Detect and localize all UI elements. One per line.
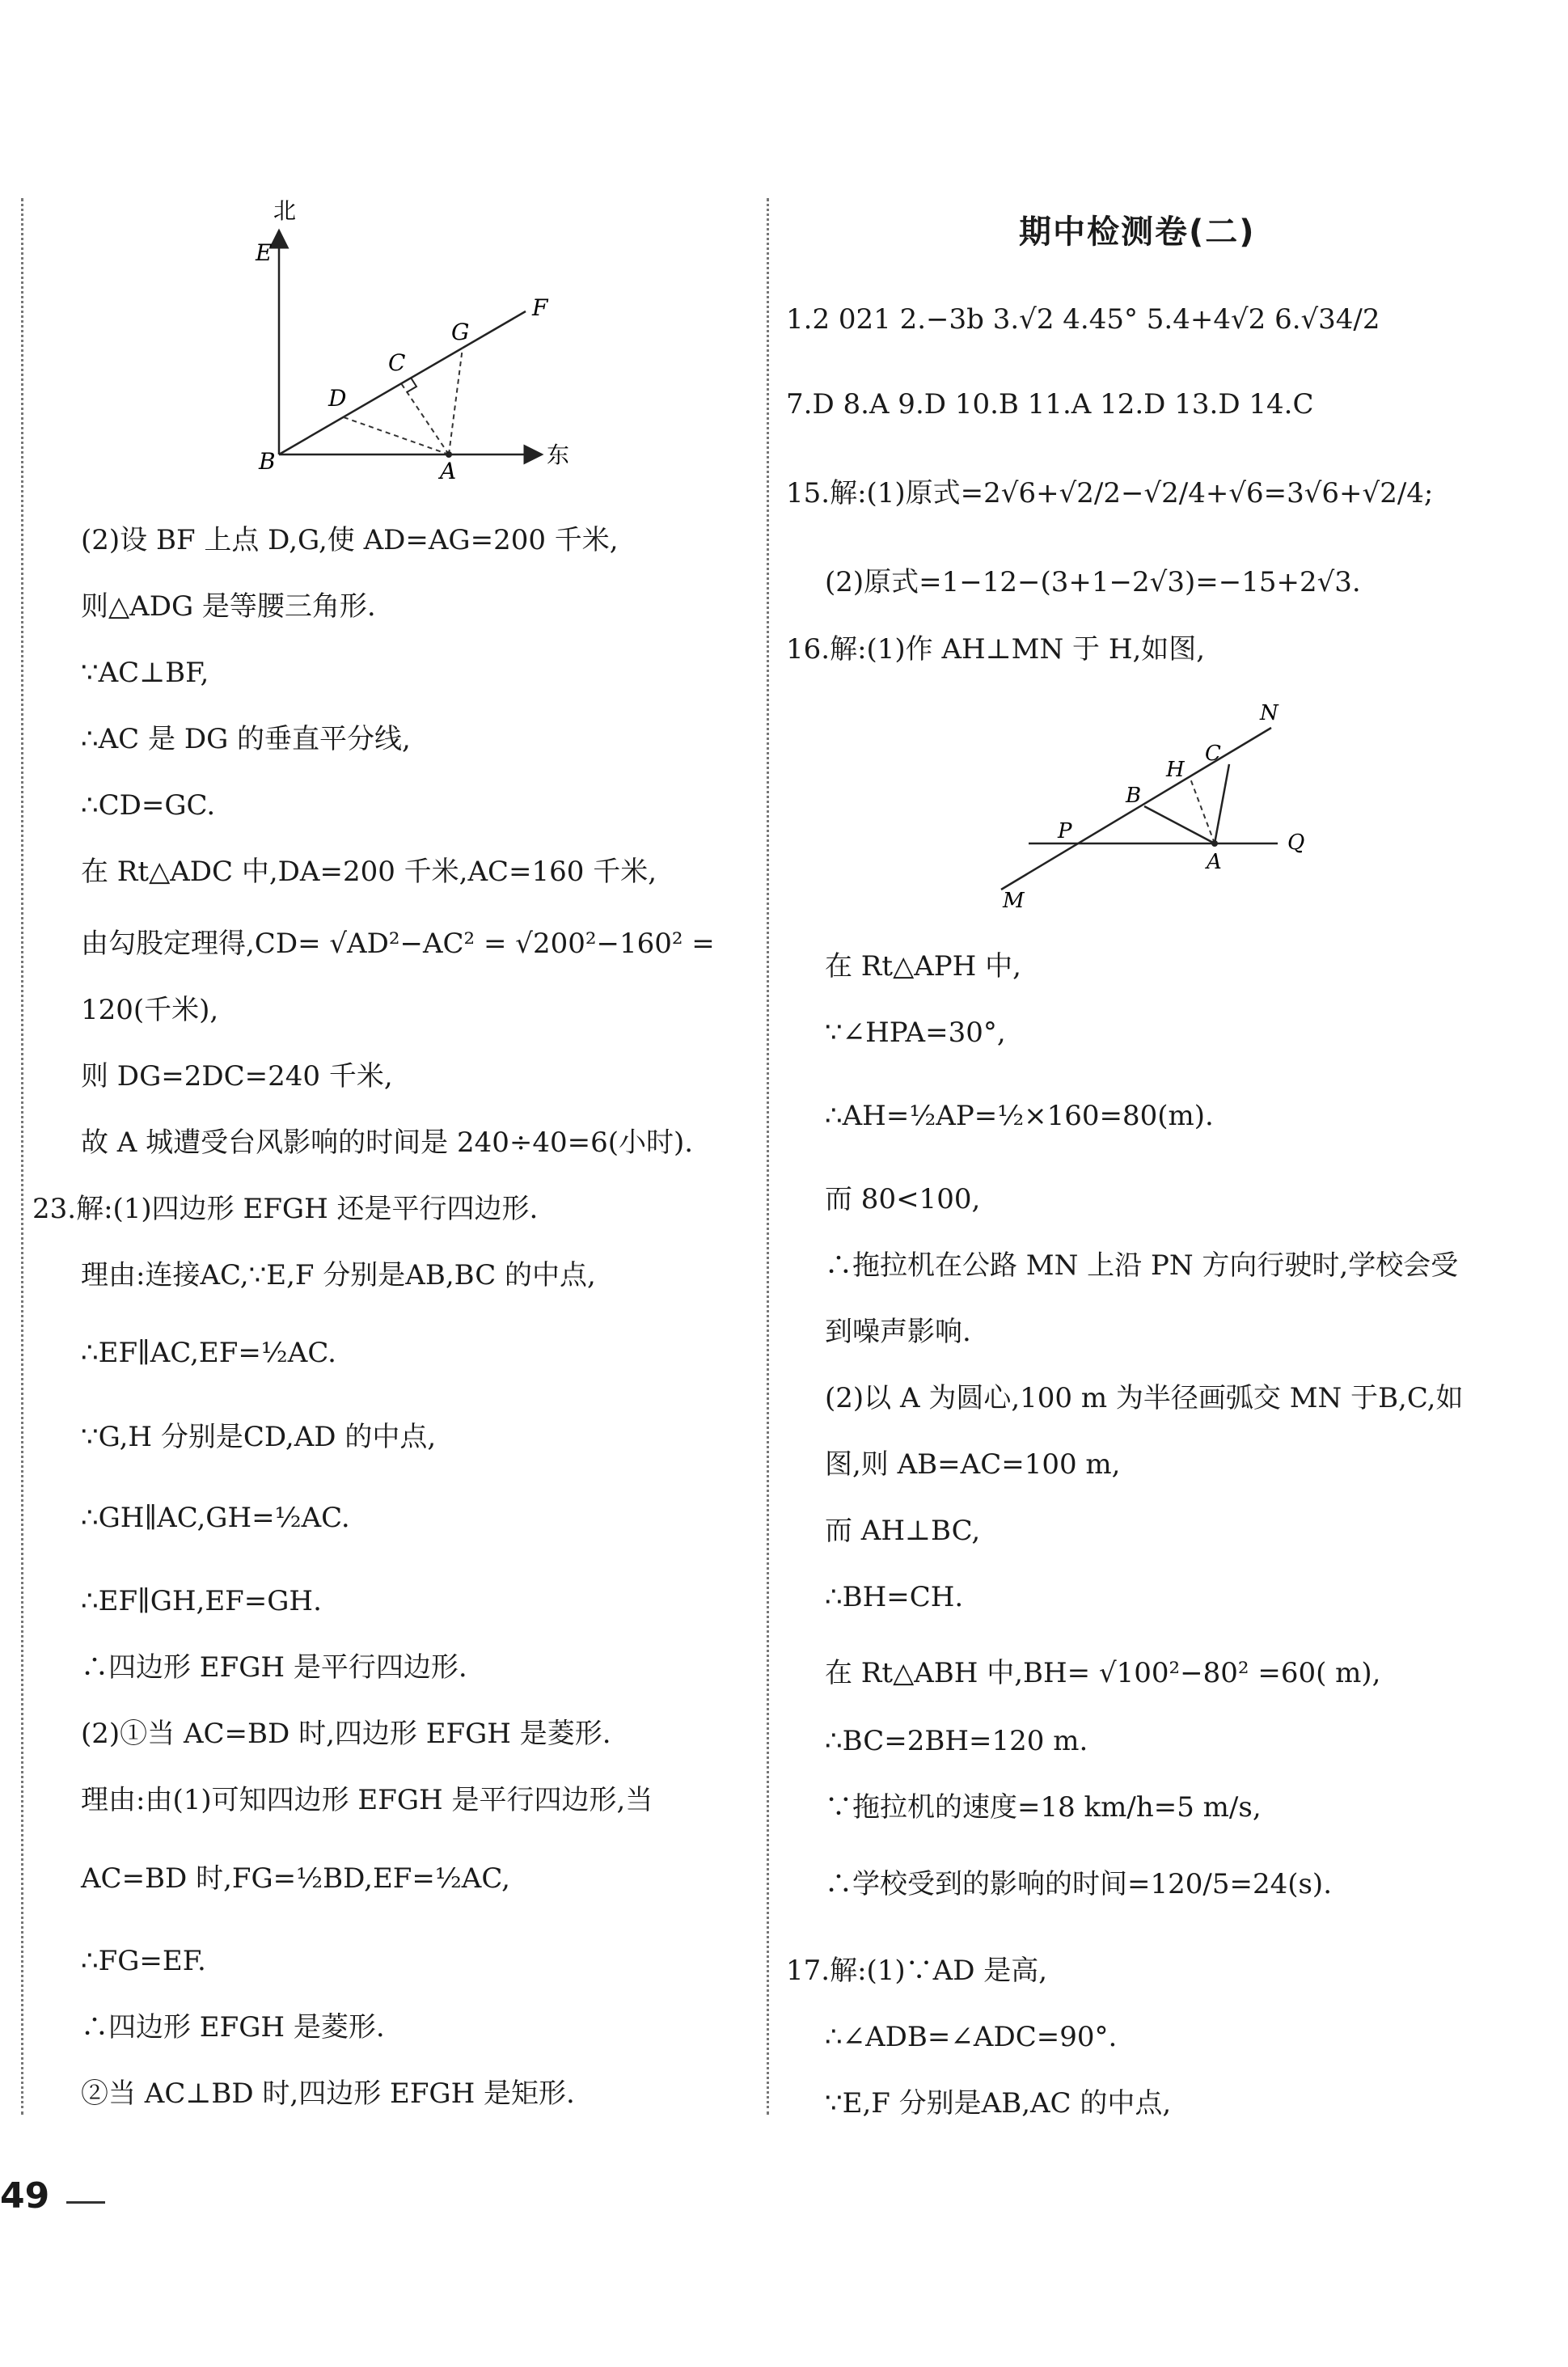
right-line-18: 17.解:(1)∵AD 是高, <box>786 1955 1048 1987</box>
page-number: 49 <box>0 2175 50 2217</box>
right-line-14: 在 Rt△ABH 中,BH= √100²−80² =60( m), <box>825 1657 1381 1689</box>
label-a: A <box>440 458 457 484</box>
label-q: Q <box>1287 831 1305 855</box>
label-e: E <box>256 239 273 266</box>
segment-ag <box>449 348 463 454</box>
right-line-5: ∵∠HPA=30°, <box>825 1017 1006 1049</box>
segment-ac <box>401 383 449 454</box>
line-mn <box>1001 728 1271 890</box>
right-line-10: (2)以 A 为圆心,100 m 为半径画弧交 MN 于B,C,如 <box>825 1382 1464 1414</box>
right-line-9: 到噪声影响. <box>825 1316 971 1348</box>
left-line-2: 则△ADG 是等腰三角形. <box>81 590 376 623</box>
label-east: 东 <box>547 442 570 468</box>
label-a: A <box>1207 850 1222 874</box>
left-line-17: ∴四边形 EFGH 是平行四边形. <box>81 1651 467 1684</box>
left-line-18: (2)①当 AC=BD 时,四边形 EFGH 是菱形. <box>81 1718 611 1750</box>
left-line-9: 则 DG=2DC=240 千米, <box>81 1060 393 1093</box>
left-line-8: 120(千米), <box>81 994 219 1026</box>
label-n: N <box>1260 701 1278 725</box>
left-margin-divider <box>21 198 23 2115</box>
right-line-7: 而 80<100, <box>825 1183 981 1215</box>
left-line-5: ∴CD=GC. <box>81 789 216 822</box>
right-geometry-figure <box>987 695 1326 914</box>
right-line-1: 15.解:(1)原式=2√6+√2/2−√2/4+√6=3√6+√2/4; <box>786 477 1434 509</box>
section-title: 期中检测卷(二) <box>1019 213 1256 251</box>
label-b: B <box>1126 784 1142 808</box>
label-b: B <box>259 448 276 475</box>
label-m: M <box>1003 889 1025 913</box>
segment-ad <box>344 417 449 454</box>
right-line-6: ∴AH=½AP=½×160=80(m). <box>825 1100 1214 1132</box>
right-line-17: ∴学校受到的影响的时间=120/5=24(s). <box>825 1868 1333 1900</box>
segment-ah <box>1190 779 1215 843</box>
left-line-23: ②当 AC⊥BD 时,四边形 EFGH 是矩形. <box>81 2077 575 2110</box>
label-c: C <box>1205 742 1221 766</box>
left-line-22: ∴四边形 EFGH 是菱形. <box>81 2011 385 2044</box>
label-f: F <box>532 294 548 321</box>
label-h: H <box>1166 758 1185 782</box>
left-line-4: ∴AC 是 DG 的垂直平分线, <box>81 723 411 755</box>
left-line-6: 在 Rt△ADC 中,DA=200 千米,AC=160 千米, <box>81 856 657 888</box>
left-line-13: ∴EF∥AC,EF=½AC. <box>81 1337 336 1369</box>
right-line-19: ∴∠ADB=∠ADC=90°. <box>825 2021 1118 2053</box>
left-line-12: 理由:连接AC,∵E,F 分别是AB,BC 的中点, <box>81 1259 596 1291</box>
left-line-11: 23.解:(1)四边形 EFGH 还是平行四边形. <box>32 1193 539 1225</box>
right-line-4: 在 Rt△APH 中, <box>825 950 1021 983</box>
left-line-7: 由勾股定理得,CD= √AD²−AC² = √200²−160² = <box>81 928 715 960</box>
label-p: P <box>1058 819 1072 843</box>
left-line-20: AC=BD 时,FG=½BD,EF=½AC, <box>81 1862 510 1895</box>
left-line-16: ∴EF∥GH,EF=GH. <box>81 1585 322 1617</box>
label-north: 北 <box>273 197 297 224</box>
right-line-13: ∴BH=CH. <box>825 1581 964 1613</box>
right-line-20: ∵E,F 分别是AB,AC 的中点, <box>825 2087 1172 2120</box>
right-line-8: ∴拖拉机在公路 MN 上沿 PN 方向行驶时,学校会受 <box>825 1249 1459 1282</box>
left-geometry-figure <box>243 194 582 485</box>
page-number-dash <box>66 2201 105 2204</box>
left-line-1: (2)设 BF 上点 D,G,使 AD=AG=200 千米, <box>81 524 619 556</box>
left-line-3: ∵AC⊥BF, <box>81 657 209 689</box>
line-bf <box>279 311 526 454</box>
segment-ac <box>1215 764 1229 843</box>
answers-row-2: 7.D 8.A 9.D 10.B 11.A 12.D 13.D 14.C <box>786 388 1314 421</box>
point-a <box>446 451 452 458</box>
column-divider <box>767 198 769 2115</box>
right-line-12: 而 AH⊥BC, <box>825 1515 981 1547</box>
label-d: D <box>328 385 347 412</box>
left-line-10: 故 A 城遭受台风影响的时间是 240÷40=6(小时). <box>81 1126 694 1159</box>
right-line-3: 16.解:(1)作 AH⊥MN 于 H,如图, <box>786 633 1206 666</box>
label-c: C <box>388 349 406 376</box>
left-line-21: ∴FG=EF. <box>81 1945 206 1977</box>
right-line-16: ∵拖拉机的速度=18 km/h=5 m/s, <box>825 1791 1262 1824</box>
answers-row-1: 1.2 021 2.−3b 3.√2 4.45° 5.4+4√2 6.√34/2 <box>786 303 1380 336</box>
point-a <box>1211 840 1218 847</box>
left-line-19: 理由:由(1)可知四边形 EFGH 是平行四边形,当 <box>81 1784 653 1816</box>
right-line-11: 图,则 AB=AC=100 m, <box>825 1448 1121 1481</box>
segment-ab <box>1144 806 1215 843</box>
right-line-2: (2)原式=1−12−(3+1−2√3)=−15+2√3. <box>825 566 1361 598</box>
right-line-15: ∴BC=2BH=120 m. <box>825 1725 1088 1757</box>
label-g: G <box>451 319 470 345</box>
left-line-15: ∴GH∥AC,GH=½AC. <box>81 1502 350 1534</box>
left-line-14: ∵G,H 分别是CD,AD 的中点, <box>81 1421 437 1453</box>
